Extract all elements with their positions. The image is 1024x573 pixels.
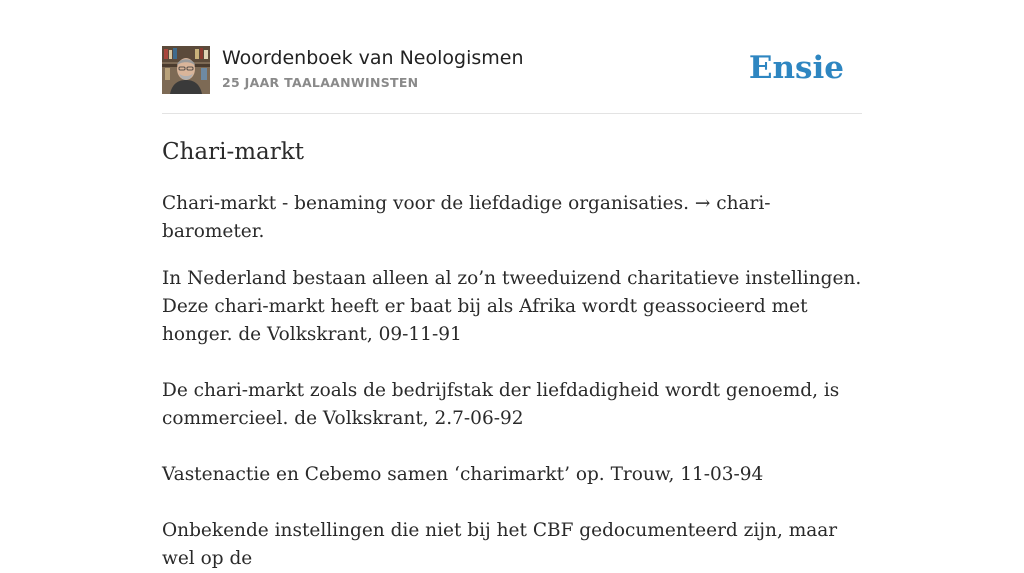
entry-quote: In Nederland bestaan alleen al zo’n tweeduizend charitatieve instellingen. Deze chari-markt heeft er baat bij als Afrika wordt geassocieerd met honger. de Volkskrant, 09-11-91	[162, 268, 862, 345]
entry-title: Chari-markt	[162, 139, 304, 165]
site-header	[162, 46, 862, 96]
entry-content	[162, 136, 866, 573]
author-avatar[interactable]	[162, 46, 210, 94]
entry-definition: Chari-markt - benaming voor de liefdadige organisaties. → chari-barometer.	[162, 193, 771, 242]
ensie-logo-link[interactable]: Ensie	[748, 50, 844, 86]
entry-quote: Onbekende instellingen die niet bij het CBF gedocumenteerd zijn, maar wel op de	[162, 520, 838, 569]
entry-quote: De chari-markt zoals de bedrijfstak der liefdadigheid wordt genoemd, is commercieel. de Volkskrant, 2.7-06-92	[162, 380, 840, 429]
site-title[interactable]: Woordenboek van Neologismen	[222, 47, 524, 69]
header-divider	[162, 113, 862, 114]
site-subtitle: 25 JAAR TAALAANWINSTEN	[222, 75, 419, 90]
author-portrait-icon	[162, 46, 210, 94]
entry-quote: Vastenactie en Cebemo samen ‘charimarkt’ op. Trouw, 11-03-94	[162, 464, 764, 485]
